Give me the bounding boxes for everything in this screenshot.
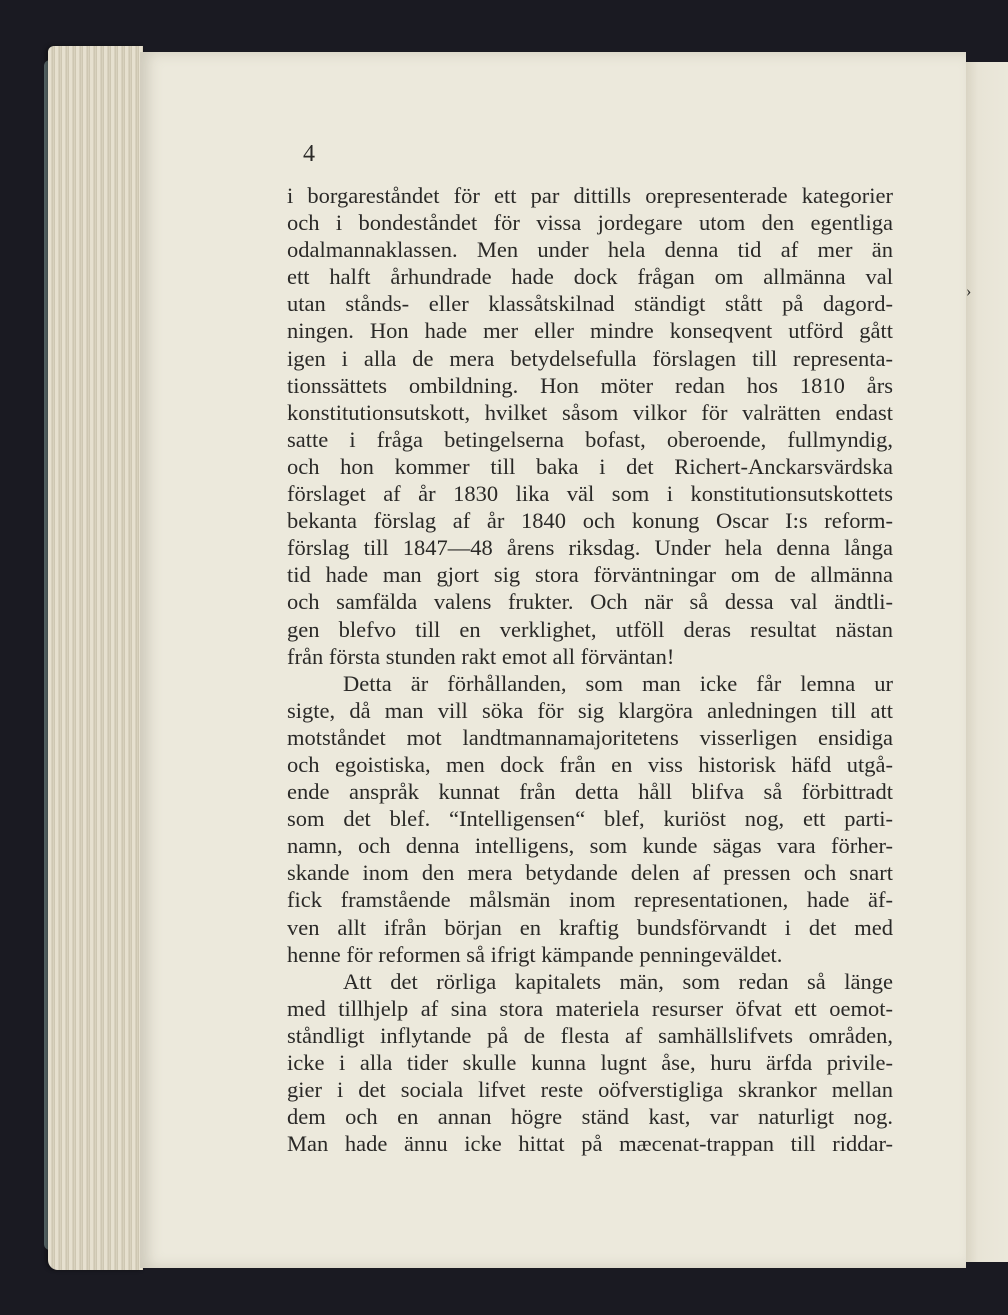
text-line: icke i alla tider skulle kunna lugnt åse, huru ärfda privile- (287, 1050, 893, 1075)
text-line: Detta är förhållanden, som man icke får lemna ur (343, 670, 893, 696)
margin-mark: › (966, 283, 972, 300)
page-number: 4 (303, 141, 315, 167)
text-line: förslag till 1847—48 årens riksdag. Under hela denna långa (287, 535, 893, 561)
text-line: som det blef. “Intelligensen“ blef, kuriöst nog, ett parti- (287, 806, 893, 832)
text-line: och samfälda valens frukter. Och när så dessa val ändtli- (287, 589, 893, 615)
text-line: namn, och denna intelligens, som kunde sägas vara förher- (287, 833, 893, 859)
text-line: från första stunden rakt emot all förväntan! (287, 643, 675, 669)
text-line: med tillhjelp af sina stora materiela resurser öfvat ett oemot- (287, 995, 893, 1021)
text-line: ståndligt inflytande på de flesta af samhällslifvets områden, (287, 1022, 893, 1048)
paragraph (287, 968, 893, 1158)
text-line: fick framstående målsmän inom representationen, hade äf- (287, 887, 893, 913)
text-line: förslaget af år 1830 lika väl som i konstitutionsutskottets (287, 481, 893, 507)
text-line: konstitutionsutskott, hvilket såsom vilkor för valrätten endast (287, 399, 893, 425)
text-line: dem och en annan högre ständ kast, var naturligt nog. (287, 1104, 893, 1130)
text-line: odalmannaklassen. Men under hela denna tid af mer än (287, 237, 893, 263)
text-line: i borgareståndet för ett par dittills orepresenterade kategorier (287, 183, 893, 208)
page-text (287, 182, 893, 1157)
text-line: Att det rörliga kapitalets män, som redan så länge (343, 968, 893, 994)
text-line: tid hade man gjort sig stora förväntningar om de allmänna (287, 562, 893, 588)
text-line: Man hade ännu icke hittat på mæcenat-trappan till riddar- (287, 1131, 893, 1157)
text-line: och hon kommer till baka i det Richert-Anckarsvärdska (287, 453, 893, 479)
text-line: skande inom den mera betydande delen af pressen och snart (287, 860, 893, 886)
text-line: utan stånds- eller klassåtskilnad ständigt stått på dagord- (287, 291, 893, 317)
text-line: henne för reformen så ifrigt kämpande penningeväldet. (287, 941, 783, 967)
text-line: sigte, då man vill söka för sig klargöra anledningen till att (287, 697, 893, 723)
facing-page-edge (964, 62, 1008, 1262)
text-line: gier i det sociala lifvet reste oöfverstigliga skrankor mellan (287, 1077, 893, 1103)
text-line: och egoistiska, men dock från en viss historisk häfd utgå- (287, 751, 893, 777)
text-line: ven allt ifrån början en kraftig bundsförvandt i det med (287, 914, 893, 940)
paragraph (287, 182, 893, 670)
text-line: ningen. Hon hade mer eller mindre konseqvent utförd gått (287, 318, 893, 344)
text-line: satte i fråga betingelserna bofast, oberoende, fullmyndig, (287, 426, 893, 452)
text-line: ett halft århundrade hade dock frågan om allmänna val (287, 264, 893, 290)
text-line: motståndet mot landtmannamajoritetens visserligen ensidiga (287, 724, 893, 750)
text-line: bekanta förslag af år 1840 och konung Oscar I:s reform- (287, 508, 893, 534)
text-line: tionssättets ombildning. Hon möter redan hos 1810 års (287, 372, 893, 398)
page-stack (48, 46, 143, 1270)
paragraph (287, 670, 893, 968)
text-line: gen blefvo till en verklighet, utföll deras resultat nästan (287, 616, 893, 642)
text-line: ende anspråk kunnat från detta håll blifva så förbittradt (287, 779, 893, 805)
text-line: och i bondeståndet för vissa jordegare utom den egentliga (287, 210, 893, 236)
text-line: igen i alla de mera betydelsefulla förslagen till representa- (287, 345, 893, 371)
